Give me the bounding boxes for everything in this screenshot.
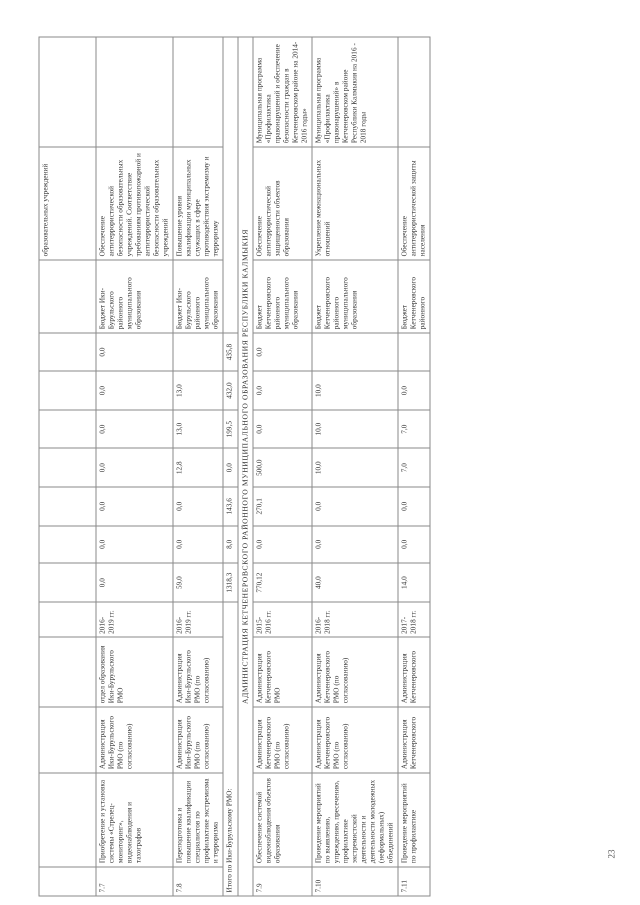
value-2017-cell: 0,0 bbox=[253, 410, 312, 449]
value-2015-cell: 0,0 bbox=[173, 487, 223, 526]
table-row bbox=[96, 37, 173, 896]
table-row bbox=[398, 37, 430, 896]
row-index-cell: 7.8 bbox=[173, 867, 223, 896]
results-cell: образовательных учреждений bbox=[39, 147, 96, 260]
section-title: АДМИНИСТРАЦИЯ КЕТЧЕНЕРОВСКОГО РАЙОННОГО МУНИЦИПАЛЬНОГО ОБРАЗОВАНИЯ РЕСПУБЛИКИ КАЛМЫКИЯ bbox=[238, 37, 253, 896]
value-2016-cell: 500,0 bbox=[253, 448, 312, 487]
total-value-cell: 143,6 bbox=[223, 487, 238, 526]
measure-name-cell: Проведение мероприятий по профилактике bbox=[398, 773, 430, 867]
related-program-cell bbox=[96, 37, 173, 147]
value-2016-cell: 7,0 bbox=[398, 448, 430, 487]
value-2016-cell: 12,8 bbox=[173, 448, 223, 487]
value-2014-cell: 0,0 bbox=[96, 526, 173, 564]
responsible-executor-cell: Администрация Ики-Бурульского РМО (по согласованию) bbox=[173, 707, 223, 773]
value-2014-cell: 0,0 bbox=[398, 526, 430, 564]
total-value-cell: 435,8 bbox=[223, 333, 238, 372]
value-2017-cell: 7,0 bbox=[398, 410, 430, 449]
participants-cell: Администрация Кетченеровского РМО (по согласованию) bbox=[312, 637, 398, 706]
term-cell: 2016-2018 гг. bbox=[312, 602, 398, 637]
term-cell: 2017-2018 гг. bbox=[398, 602, 430, 637]
value-2016-cell: 10,0 bbox=[312, 448, 398, 487]
related-program-cell: Муниципальная программа «Профилактика правонарушений и обеспечение безопасности граждан в Кетченеровском районе на 2014-2016 годы» bbox=[253, 37, 312, 147]
responsible-executor-cell: Администрация Кетченеровского РМО (по согласованию) bbox=[312, 707, 398, 773]
value-2015-cell: 0,0 bbox=[96, 487, 173, 526]
related-program-cell: Муниципальная программа «Профилактика правонарушений» в Кетченеровском районе Республики Калмыкия на 2016 - 2018 годы bbox=[312, 37, 398, 147]
value-2018-cell: 0,0 bbox=[253, 371, 312, 410]
term-cell: 2016-2019 гг. bbox=[96, 602, 173, 637]
total-value-cell: 1318,3 bbox=[223, 563, 238, 602]
funding-source-cell: Бюджет Кетченеровского районного муниципального образования bbox=[253, 260, 312, 333]
value-2017-cell: 0,0 bbox=[96, 410, 173, 449]
section-header-row bbox=[238, 37, 253, 896]
funding-source-cell: Бюджет Ики-Бурульского районного муниципального образования bbox=[173, 260, 223, 333]
value-2018-cell: 13,0 bbox=[173, 371, 223, 410]
funding-source-cell: Бюджет Кетченеровского районного bbox=[398, 260, 430, 333]
measure-name-cell: Переподготовка и повышение квалификации специалистов по профилактике экстремизма и терроризма bbox=[173, 773, 223, 867]
value-2017-cell: 13,0 bbox=[173, 410, 223, 449]
total-value-cell: 432,0 bbox=[223, 371, 238, 410]
value-2018-cell: 10,0 bbox=[312, 371, 398, 410]
value-2019-cell: 0,0 bbox=[253, 333, 312, 372]
expected-result-cell: Обеспечение антитеррористической безопасности образовательных учреждений. Соответствие требованиям противопожарной и антитеррористической безопасности образовательных учреждений bbox=[96, 147, 173, 260]
responsible-executor-cell: Администрация Кетченеровского bbox=[398, 707, 430, 773]
value-2015-cell: 270,1 bbox=[253, 487, 312, 526]
value-2014-cell: 0,0 bbox=[312, 526, 398, 564]
total-value-cell: 199,5 bbox=[223, 410, 238, 449]
value-2014-cell: 0,0 bbox=[173, 526, 223, 564]
value-total-cell: 14,0 bbox=[398, 563, 430, 602]
table-row bbox=[253, 37, 312, 896]
row-index-cell: 7.10 bbox=[312, 867, 398, 896]
value-2014-cell: 0,0 bbox=[253, 526, 312, 564]
value-2019-cell: 0,0 bbox=[96, 333, 173, 372]
value-2015-cell: 0,0 bbox=[312, 487, 398, 526]
program-measures-table bbox=[39, 37, 431, 897]
responsible-executor-cell: Администрация Кетченеровского РМО (по согласованию) bbox=[253, 707, 312, 773]
value-2018-cell: 0,0 bbox=[398, 371, 430, 410]
table-row bbox=[173, 37, 223, 896]
value-2017-cell: 10,0 bbox=[312, 410, 398, 449]
value-2019-cell bbox=[312, 333, 398, 372]
participants-cell: Администрация Ики-Бурульского РМО (по согласованию) bbox=[173, 637, 223, 706]
measure-name-cell: Проведение мероприятий по выявлению, упреждению, пресечению, профилактике экстремистской деятельности и деятельности молодежных (неформальных) объединений bbox=[312, 773, 398, 867]
value-total-cell: 770,12 bbox=[253, 563, 312, 602]
term-cell: 2015-2016 гг. bbox=[253, 602, 312, 637]
value-2015-cell: 0,0 bbox=[398, 487, 430, 526]
funding-source-cell: Бюджет Ики-Бурульского районного муниципального образования bbox=[96, 260, 173, 333]
value-2019-cell bbox=[398, 333, 430, 372]
related-program-cell bbox=[173, 37, 223, 147]
total-value-cell: 0,0 bbox=[223, 448, 238, 487]
expected-result-cell: Укрепление межнациональных отношений bbox=[312, 147, 398, 260]
expected-result-cell: Повышение уровня квалификации муниципальных служащих в сфере противодействия экстремизму и терроризму bbox=[173, 147, 223, 260]
page-number: 23 bbox=[606, 849, 617, 859]
funding-source-cell: Бюджет Кетченеровского районного муниципального образования bbox=[312, 260, 398, 333]
value-2016-cell: 0,0 bbox=[96, 448, 173, 487]
measure-name-cell: Обеспечение системой видеонаблюдения объектов образования bbox=[253, 773, 312, 867]
participants-cell: Администрация Кетченеровского bbox=[398, 637, 430, 706]
related-program-cell bbox=[398, 37, 430, 147]
table-row bbox=[312, 37, 398, 896]
expected-result-cell: Обеспечение антитеррористической защищенности объектов образования bbox=[253, 147, 312, 260]
rotated-table-sheet bbox=[1, 0, 640, 905]
total-row bbox=[223, 37, 238, 896]
value-2019-cell bbox=[173, 333, 223, 372]
participants-cell: Администрация Кетченеровского РМО bbox=[253, 637, 312, 706]
value-total-cell: 40,0 bbox=[312, 563, 398, 602]
value-2018-cell: 0,0 bbox=[96, 371, 173, 410]
value-total-cell: 0,0 bbox=[96, 563, 173, 602]
participants-cell: отдел образования Ики-Бурульского РМО bbox=[96, 637, 173, 706]
term-cell: 2016-2019 гг. bbox=[173, 602, 223, 637]
row-index-cell: 7.9 bbox=[253, 867, 312, 896]
responsible-executor-cell: Администрация Ики-Бурульского РМО (по согласованию) bbox=[96, 707, 173, 773]
expected-result-cell: Обеспечение антитеррористической защиты населения bbox=[398, 147, 430, 260]
total-label: Итого по Ики-Бурульскому РМО: bbox=[223, 602, 238, 896]
row-index-cell: 7.7 bbox=[96, 867, 173, 896]
table-row bbox=[39, 37, 96, 896]
total-value-cell: 8,0 bbox=[223, 526, 238, 564]
row-index-cell: 7.11 bbox=[398, 867, 430, 896]
value-total-cell: 59,0 bbox=[173, 563, 223, 602]
measure-name-cell: Приобретение и установка системы «Стрелец-мониторинг», видеонаблюдения и тахографов bbox=[96, 773, 173, 867]
